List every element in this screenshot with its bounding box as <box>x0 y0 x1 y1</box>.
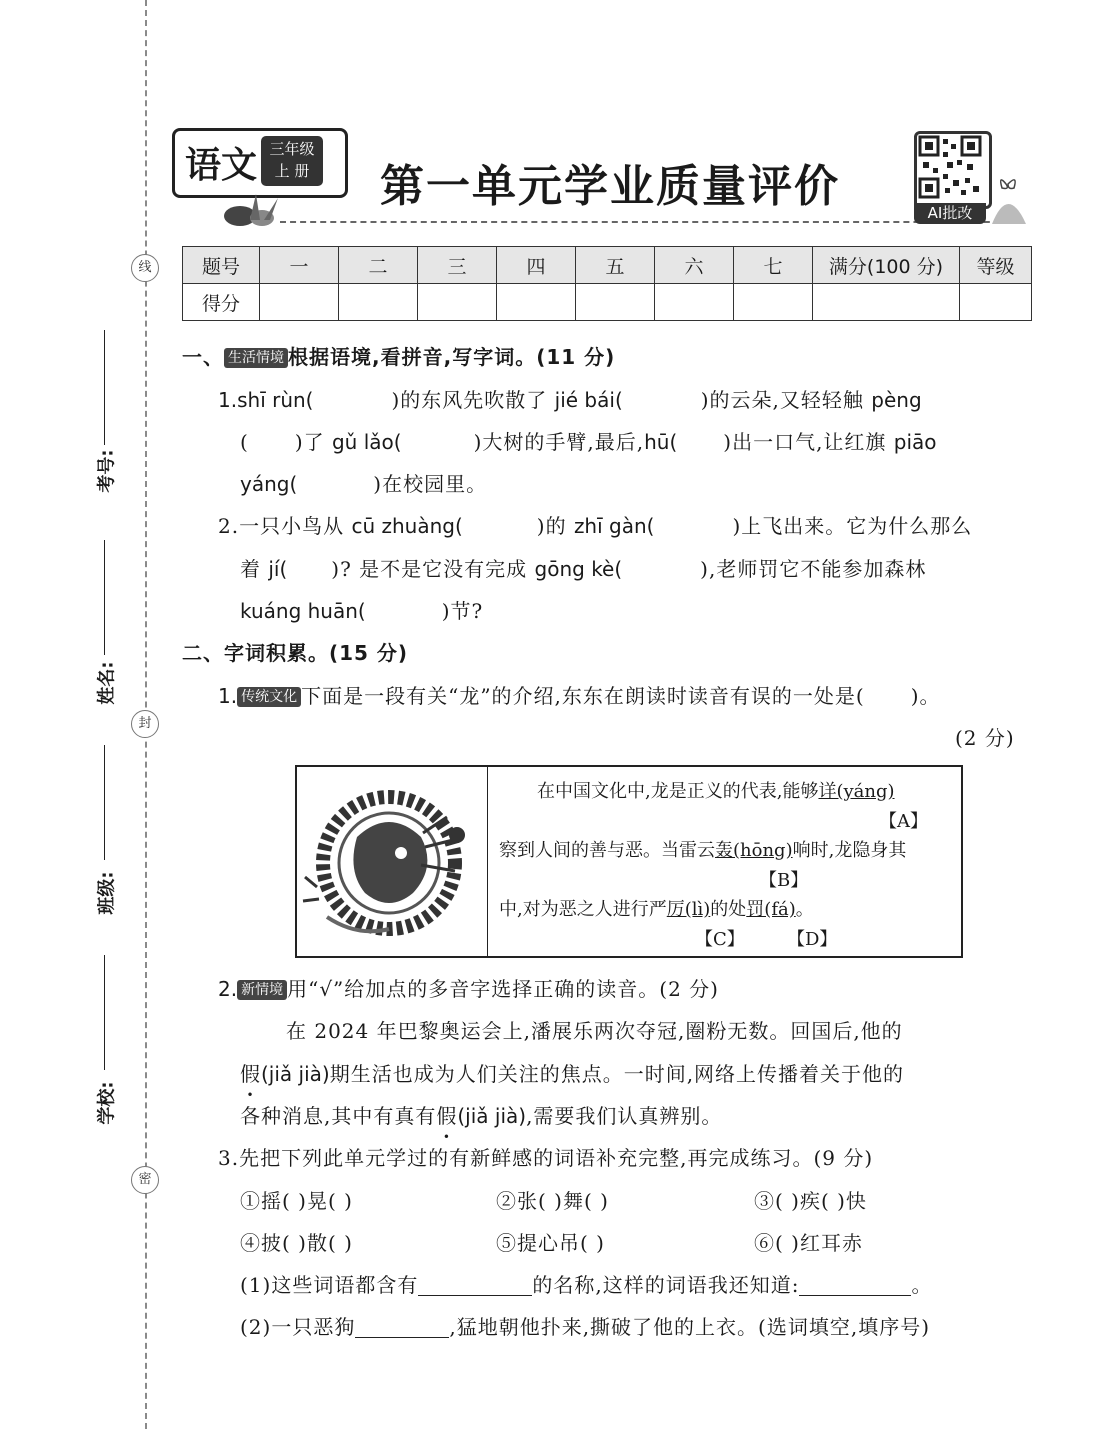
pronunciation-options[interactable]: (jiǎ jià) <box>261 1062 330 1086</box>
s2-q1-line <box>218 680 941 709</box>
mark-d: 【D】 <box>787 929 838 950</box>
pinyin: jí( <box>268 557 288 581</box>
header-cell: 七 <box>734 247 813 284</box>
mark-b: 【B】 <box>759 870 809 891</box>
s2-q3-sub1 <box>240 1269 932 1298</box>
header-cell: 等级 <box>960 247 1032 284</box>
s2-q2-line <box>218 973 719 1002</box>
s2-q2-num: 2. <box>218 977 238 1001</box>
word-item[interactable]: ⑤提心吊( ) <box>496 1231 605 1255</box>
score-table <box>182 246 1032 321</box>
exam-number-field[interactable] <box>104 330 105 445</box>
section1-heading <box>182 341 615 370</box>
text: )在校园里。 <box>373 472 488 496</box>
subject-badge <box>172 128 348 198</box>
score-cell[interactable] <box>655 284 734 321</box>
dragon-paper-cut-image <box>297 767 488 956</box>
text: )出一口气,让红旗 <box>723 430 887 454</box>
score-cell[interactable] <box>960 284 1032 321</box>
binding-char-feng: 封 <box>131 710 159 738</box>
answer-blank[interactable] <box>799 1275 911 1296</box>
text: 中,对为恶之人进行严 <box>499 899 667 920</box>
s2-q1-text: 下面是一段有关“龙”的介绍,东东在朗读时读音有误的一处是( <box>301 684 865 708</box>
qr-pattern <box>917 134 983 200</box>
class-field[interactable] <box>104 745 105 860</box>
subject-text: 语文 <box>185 145 258 186</box>
section1-number: 一、 <box>182 345 224 369</box>
s2-q3-line: 3.先把下列此单元学过的有新鲜感的词语补充完整,再完成练习。(9 分) <box>218 1146 874 1170</box>
s2-q2-para1: 在 2024 年巴黎奥运会上,潘展乐两次夺冠,圈粉无数。回国后,他的 <box>286 1019 903 1043</box>
s2-q2-para2 <box>240 1058 904 1087</box>
text: ),老师罚它不能参加森林 <box>700 557 927 581</box>
polyphone-char: 假 <box>240 1062 261 1086</box>
grade-top: 三年级 <box>269 140 315 158</box>
header-cell: 二 <box>339 247 418 284</box>
text: ,猛地朝他扑来,撕破了他的上衣。(选词填空,填序号) <box>449 1315 931 1339</box>
score-table-header-row <box>183 247 1032 284</box>
name-label: 姓名: <box>96 661 118 705</box>
text: 着 <box>240 557 261 581</box>
passage-line1 <box>537 777 895 803</box>
text: (2)一只恶狗 <box>240 1315 356 1339</box>
text: ,需要我们认真辨别。 <box>526 1104 723 1128</box>
exam-number-label: 考号: <box>96 449 118 493</box>
pinyin: yáng( <box>240 472 298 496</box>
s1-q2-line1 <box>218 510 972 539</box>
s2-q1-tag: 传统文化 <box>237 687 301 707</box>
pinyin: gōng kè( <box>534 557 623 581</box>
s1-q1-line1 <box>218 384 922 413</box>
text: 。 <box>911 1273 933 1297</box>
polyphone-char: 假 <box>436 1104 458 1128</box>
school-field[interactable] <box>104 955 105 1070</box>
butterfly-hill-icon <box>988 170 1028 226</box>
header-cell: 满分(100 分) <box>813 247 960 284</box>
pinyin: hū( <box>644 430 678 454</box>
option-d-text: 罚(fá) <box>746 899 796 920</box>
word-item[interactable]: ②张( )舞( ) <box>496 1189 609 1213</box>
text: )上飞出来。它为什么那么 <box>732 514 973 538</box>
text: 的处 <box>710 899 747 920</box>
school-label: 学校: <box>96 1081 118 1125</box>
text: )大树的手臂,最后, <box>473 430 645 454</box>
dragon-icon <box>297 767 487 956</box>
text: )? 是不是它没有完成 <box>331 557 528 581</box>
header-cell: 六 <box>655 247 734 284</box>
text: 2.一只小鸟从 <box>218 514 345 538</box>
s1-q1-line3 <box>240 468 487 497</box>
header-cell: 五 <box>576 247 655 284</box>
word-item[interactable]: ③( )疾( )快 <box>754 1189 867 1213</box>
mark-a: 【A】 <box>879 811 928 832</box>
s2-q2-text: 用“√”给加点的多音字选择正确的读音。(2 分) <box>287 977 719 1001</box>
grade-bottom: 上 册 <box>274 162 310 180</box>
s2-q1-num: 1. <box>218 684 238 708</box>
score-cell[interactable] <box>734 284 813 321</box>
s1-q1-line2 <box>240 426 937 455</box>
text: (1)这些词语都含有 <box>240 1273 419 1297</box>
word-item[interactable]: ①摇( )晃( ) <box>240 1189 353 1213</box>
header-cell: 一 <box>260 247 339 284</box>
score-table-score-row <box>183 284 1032 321</box>
class-label: 班级: <box>96 871 118 915</box>
s1-q2-line2 <box>240 553 926 582</box>
s2-q1-points: (2 分) <box>955 726 1015 750</box>
text: )。 <box>910 684 941 708</box>
text: 的名称,这样的词语我还知道: <box>532 1273 800 1297</box>
grade-box <box>261 136 323 186</box>
text: )的 <box>536 514 567 538</box>
section1-title: 根据语境,看拼音,写字词。(11 分) <box>288 345 616 369</box>
score-cell[interactable] <box>576 284 655 321</box>
text: 。 <box>795 899 814 920</box>
score-cell[interactable] <box>260 284 339 321</box>
text: )了 <box>294 430 325 454</box>
text: 在中国文化中,龙是正义的代表,能够 <box>537 781 819 802</box>
mark-c: 【C】 <box>695 929 745 950</box>
pinyin: zhī gàn( <box>573 514 655 538</box>
text: 各种消息,其中有真有 <box>240 1104 437 1128</box>
score-cell[interactable] <box>813 284 960 321</box>
pinyin: jié bái( <box>554 388 623 412</box>
section2-heading: 二、字词积累。(15 分) <box>182 641 409 665</box>
qr-code-icon[interactable] <box>914 131 992 209</box>
dragon-passage-box <box>295 765 963 958</box>
name-field[interactable] <box>104 540 105 655</box>
score-cell[interactable] <box>497 284 576 321</box>
pinyin: piāo <box>893 430 937 454</box>
pinyin: cū zhuàng( <box>351 514 463 538</box>
page-title: 第一单元学业质量评价 <box>380 161 840 212</box>
s2-q3-sub2 <box>240 1311 930 1340</box>
text: )的云朵,又轻轻触 <box>700 388 864 412</box>
pinyin: shī rùn( <box>237 388 314 412</box>
pinyin: pèng <box>871 388 922 412</box>
score-cell[interactable] <box>418 284 497 321</box>
text: 期生活也成为人们关注的焦点。一时间,网络上传播着关于他的 <box>329 1062 905 1086</box>
passage-line3 <box>499 895 814 921</box>
text: )的东风先吹散了 <box>391 388 548 412</box>
ai-grading-tag[interactable]: AI批改 <box>914 203 986 224</box>
header-cell: 三 <box>418 247 497 284</box>
text: 响时,龙隐身其 <box>792 840 907 861</box>
pinyin: gǔ lǎo( <box>331 430 402 454</box>
header-cell: 题号 <box>183 247 260 284</box>
passage-line2 <box>499 836 906 862</box>
word-item[interactable]: ⑥( )红耳赤 <box>754 1231 863 1255</box>
header-cell: 四 <box>497 247 576 284</box>
answer-blank[interactable] <box>355 1317 449 1338</box>
text: 察到人间的善与恶。当雷云 <box>499 840 715 861</box>
s1-q1-num: 1. <box>218 388 238 412</box>
text: ( <box>240 430 249 454</box>
section1-tag: 生活情境 <box>224 348 288 368</box>
answer-blank[interactable] <box>418 1275 532 1296</box>
score-cell[interactable] <box>339 284 418 321</box>
s2-q2-tag: 新情境 <box>237 980 287 1000</box>
option-a-text: 详(yáng) <box>818 781 895 802</box>
title-divider <box>280 221 1020 223</box>
option-b-text: 轰(hōng) <box>715 840 793 861</box>
word-item[interactable]: ④披( )散( ) <box>240 1231 353 1255</box>
binding-char-xian: 线 <box>131 254 159 282</box>
score-row-label: 得分 <box>183 284 260 321</box>
text: )节? <box>441 599 484 623</box>
binding-char-mi: 密 <box>131 1166 159 1194</box>
s2-q2-para3 <box>240 1100 722 1129</box>
s1-q2-line3 <box>240 595 483 624</box>
option-c-text: 厉(lì) <box>666 899 711 920</box>
pronunciation-options[interactable]: (jiǎ jià) <box>457 1104 527 1128</box>
pinyin: kuáng huān( <box>240 599 366 623</box>
